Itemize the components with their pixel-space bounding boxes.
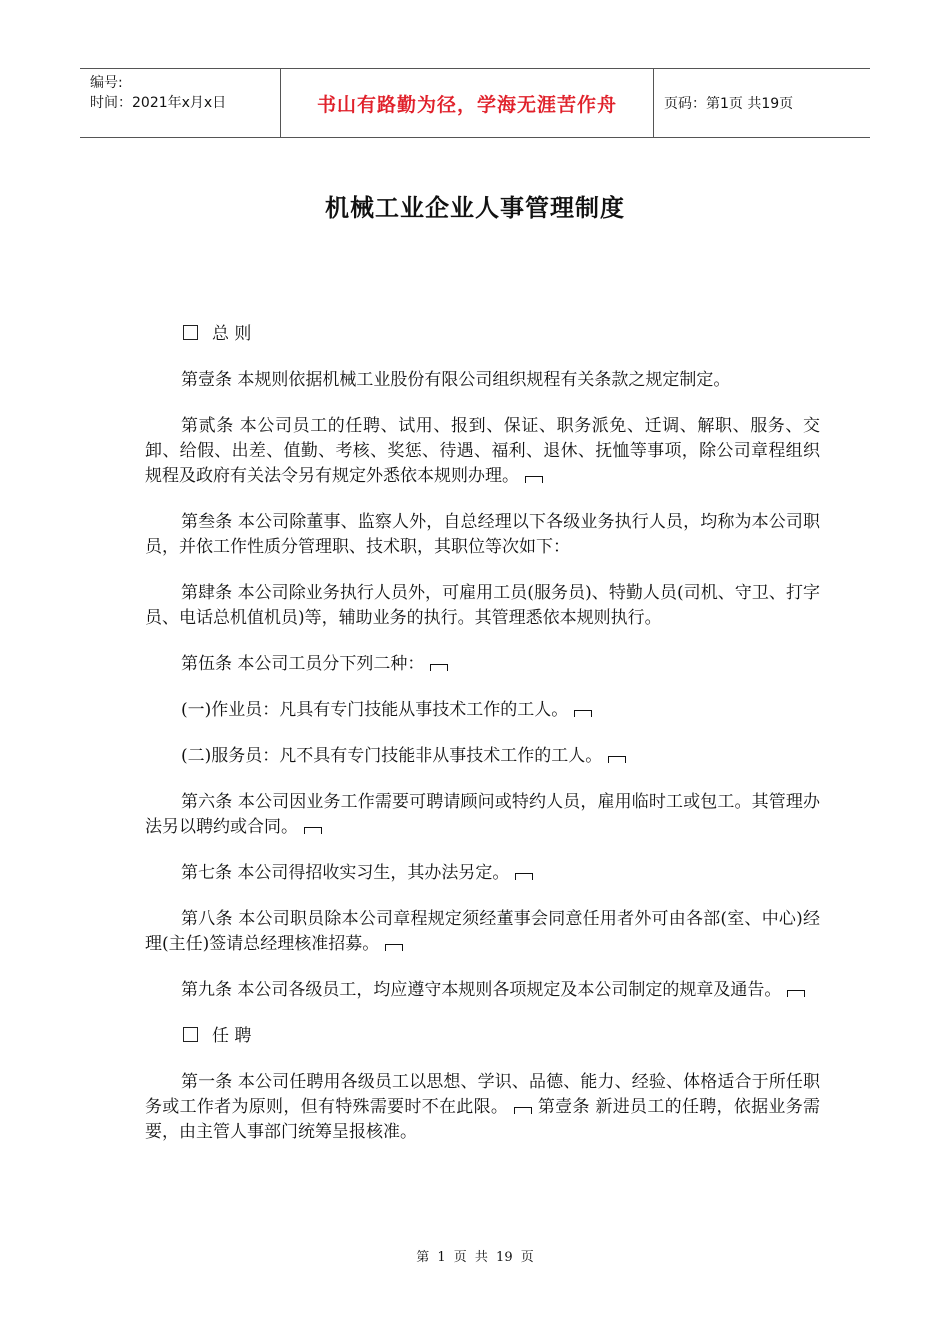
paragraph-mark-icon bbox=[515, 873, 533, 880]
document-title: 机械工业企业人事管理制度 bbox=[325, 194, 625, 222]
checkbox-square-icon bbox=[183, 325, 198, 340]
checkbox-square-icon bbox=[183, 1027, 198, 1042]
section-heading-hiring bbox=[145, 1024, 820, 1049]
item-2: (二)服务员：凡不具有专门技能非从事技术工作的工人。 bbox=[145, 744, 820, 769]
page-header bbox=[80, 68, 870, 138]
article-2: 第贰条 本公司员工的任聘、试用、报到、保证、职务派免、迁调、解职、服务、交卸、给假、出差、值勤、考核、奖惩、待遇、福利、退休、抚恤等事项，除公司章程组织规程及政府有关法令另有规定外悉依本规则办理。 bbox=[145, 416, 820, 486]
article-8: 第八条 本公司职员除本公司章程规定须经董事会同意任用者外可由各部(室、中心)经理(主任)签请总经理核准招募。 bbox=[145, 909, 820, 954]
article-5: 第伍条 本公司工员分下列二种： bbox=[145, 652, 820, 677]
number-label: 编号: bbox=[90, 75, 123, 91]
article-9: 第九条 本公司各级员工，均应遵守本规则各项规定及本公司制定的规章及通告。 bbox=[145, 978, 820, 1003]
paragraph-mark-icon bbox=[304, 827, 322, 834]
article-6: 第六条 本公司因业务工作需要可聘请顾问或特约人员，雇用临时工或包工。其管理办法另以聘约或合同。 bbox=[145, 792, 820, 837]
section-heading-text: 任 聘 bbox=[212, 1026, 252, 1046]
header-meta bbox=[80, 69, 281, 137]
paragraph-mark-icon bbox=[574, 710, 592, 717]
article-7: 第七条 本公司得招收实习生，其办法另定。 bbox=[145, 861, 820, 886]
paragraph-mark-icon bbox=[525, 476, 543, 483]
section-heading-text: 总 则 bbox=[212, 324, 252, 344]
page-footer: 第 1 页 共 19 页 bbox=[416, 1250, 534, 1265]
document-body bbox=[145, 322, 820, 1166]
paragraph-mark-icon bbox=[787, 990, 805, 997]
section-heading-general bbox=[145, 322, 820, 347]
header-page-info: 页码：第1页 共19页 bbox=[664, 96, 794, 112]
item-1: (一)作业员：凡具有专门技能从事技术工作的工人。 bbox=[145, 698, 820, 723]
time-label: 时间：2021年x月x日 bbox=[90, 95, 227, 111]
paragraph-mark-icon bbox=[514, 1107, 532, 1114]
paragraph-mark-icon bbox=[385, 944, 403, 951]
article-4: 第肆条 本公司除业务执行人员外，可雇用工员(服务员)、特勤人员(司机、守卫、打字员、电话总机值机员)等，辅助业务的执行。其管理悉依本规则执行。 bbox=[145, 583, 820, 628]
paragraph-mark-icon bbox=[608, 756, 626, 763]
hiring-article-1: 第一条 本公司任聘用各级员工以思想、学识、品德、能力、经验、体格适合于所任职务或工作者为原则，但有特殊需要时不在此限。 第壹条 新进员工的任聘，依据业务需要，由主管人事部门统筹呈报核准。 bbox=[145, 1072, 820, 1142]
header-motto: 书山有路勤为径，学海无涯苦作舟 bbox=[281, 69, 654, 137]
article-3: 第叁条 本公司除董事、监察人外，自总经理以下各级业务执行人员，均称为本公司职员，并依工作性质分管理职、技术职，其职位等次如下： bbox=[145, 512, 820, 557]
paragraph-mark-icon bbox=[430, 664, 448, 671]
article-1: 第壹条 本规则依据机械工业股份有限公司组织规程有关条款之规定制定。 bbox=[181, 370, 731, 390]
